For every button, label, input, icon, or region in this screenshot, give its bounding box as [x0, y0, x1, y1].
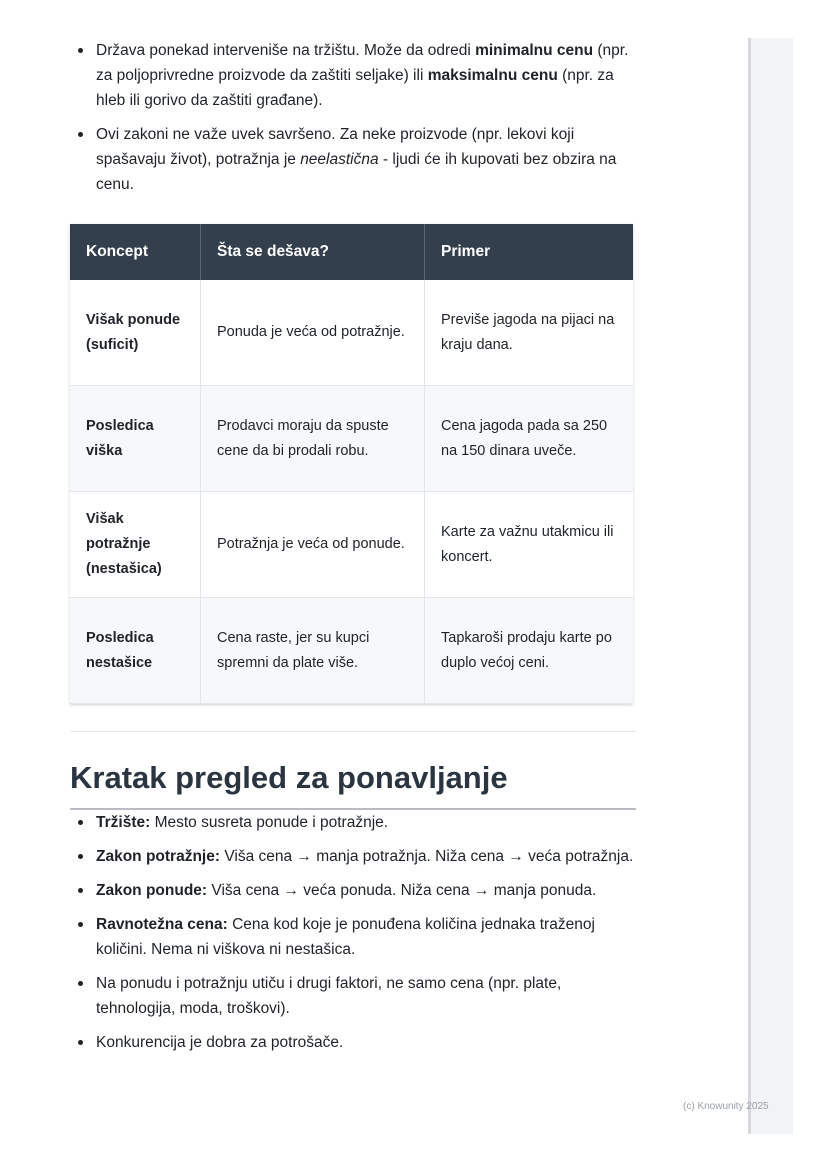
- table-row: [70, 598, 633, 704]
- section-heading: Kratak pregled za ponavljanje: [70, 758, 636, 810]
- column-header: Koncept: [70, 224, 201, 280]
- list-item: [70, 844, 636, 869]
- bold-term: maksimalnu cenu: [427, 67, 558, 84]
- bullet-text: - ljudi će ih kupovati bez obzira na cenu.: [96, 151, 617, 193]
- italic-term: neelastična: [300, 151, 379, 168]
- bullet-text: Viša cena → veća ponuda. Niža cena → manja ponuda.: [207, 882, 597, 899]
- list-item: [70, 971, 636, 1021]
- bullet-text: Na ponudu i potražnju utiču i drugi faktori, ne samo cena (npr. plate, tehnologija, moda, troškovi).: [96, 975, 562, 1017]
- bullet-text: (npr. za hleb ili gorivo da zaštiti građane).: [96, 67, 614, 109]
- list-item: [70, 878, 636, 903]
- bold-term: Tržište:: [96, 814, 151, 831]
- concepts-table: [70, 224, 633, 704]
- table-row: [70, 386, 633, 492]
- list-item: [70, 1030, 636, 1055]
- concept-cell: Višak potražnje (nestašica): [70, 492, 201, 598]
- bullet-text: Ovi zakoni ne važe uvek savršeno. Za neke proizvode (npr. lekovi koji spašavaju život), potražnja je: [96, 126, 575, 168]
- bullet-text: Cena kod koje je ponuđena količina jednaka traženoj količini. Nema ni viškova ni nestašica.: [96, 916, 595, 958]
- example-cell: Cena jagoda pada sa 250 na 150 dinara uveče.: [425, 386, 634, 492]
- list-item: [70, 122, 636, 197]
- bold-term: minimalnu cenu: [475, 42, 594, 59]
- list-item: [70, 912, 636, 962]
- description-cell: Ponuda je veća od potražnje.: [201, 280, 425, 386]
- description-cell: Potražnja je veća od ponude.: [201, 492, 425, 598]
- concept-cell: Višak ponude (suficit): [70, 280, 201, 386]
- concept-cell: Posledica viška: [70, 386, 201, 492]
- example-cell: Karte za važnu utakmicu ili koncert.: [425, 492, 634, 598]
- example-cell: Tapkaroši prodaju karte po duplo većoj ceni.: [425, 598, 634, 704]
- review-bullet-list: [70, 810, 636, 1055]
- column-header: Primer: [425, 224, 634, 280]
- bold-term: Zakon ponude:: [96, 882, 208, 899]
- example-cell: Previše jagoda na pijaci na kraju dana.: [425, 280, 634, 386]
- description-cell: Cena raste, jer su kupci spremni da plate više.: [201, 598, 425, 704]
- document-content: [70, 38, 636, 1064]
- table-row: [70, 280, 633, 386]
- section-divider: [70, 731, 636, 732]
- concept-cell: Posledica nestašice: [70, 598, 201, 704]
- bullet-text: Viša cena → manja potražnja. Niža cena → veća potražnja.: [220, 848, 634, 865]
- description-cell: Prodavci moraju da spuste cene da bi prodali robu.: [201, 386, 425, 492]
- column-header: Šta se dešava?: [201, 224, 425, 280]
- bullet-text: Država ponekad interveniše na tržištu. Može da odredi: [96, 42, 476, 59]
- bullet-text: Konkurencija je dobra za potrošače.: [96, 1034, 344, 1051]
- bullet-text: Mesto susreta ponude i potražnje.: [150, 814, 389, 831]
- right-sidebar: [748, 38, 793, 1134]
- list-item: [70, 810, 636, 835]
- table-row: [70, 492, 633, 598]
- list-item: [70, 38, 636, 113]
- intervention-bullet-list: [70, 38, 636, 197]
- copyright-footer: (c) Knowunity 2025: [683, 1101, 769, 1112]
- bold-term: Ravnotežna cena:: [96, 916, 228, 933]
- bold-term: Zakon potražnje:: [96, 848, 221, 865]
- table-header-row: [70, 224, 633, 280]
- bullet-text: (npr. za poljoprivredne proizvode da zaštiti seljake) ili: [96, 42, 629, 84]
